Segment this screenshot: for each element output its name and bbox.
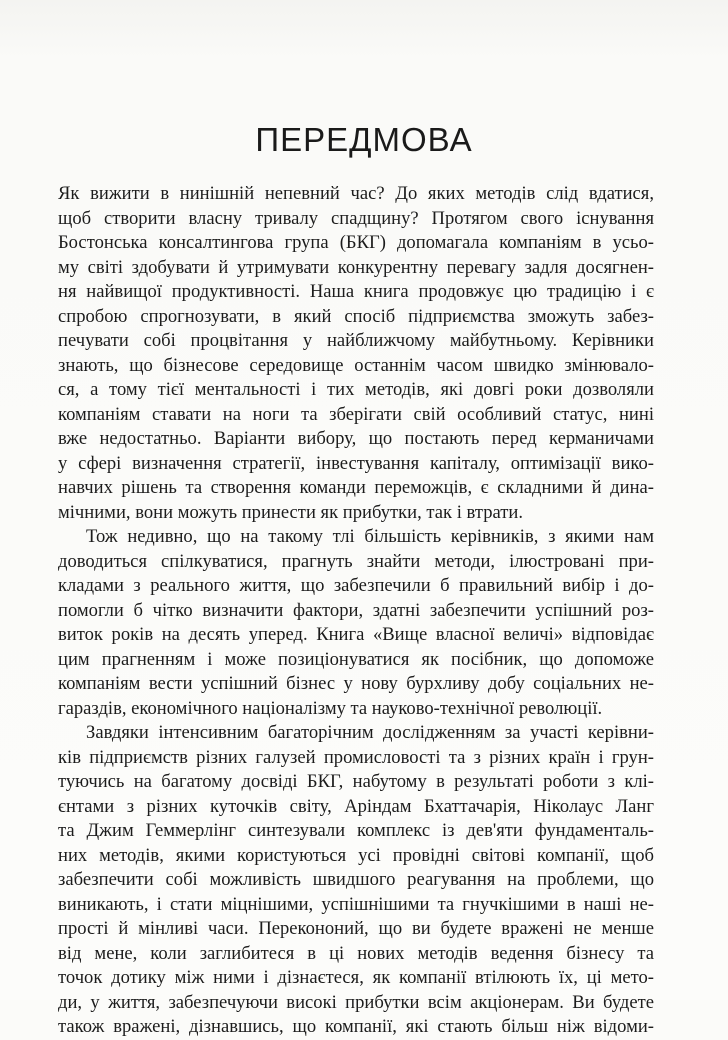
text-line: цим прагненням і може позиціонуватися як посібник, що допоможе xyxy=(58,648,654,670)
text-line: помогли б чітко визначити фактори, здатні забезпечити успішний роз- xyxy=(58,599,654,621)
text-line: виникають, і стати міцнішими, успішнішими та гнучкішими в наші не- xyxy=(58,893,654,915)
text-line: Як вижити в нинішній непевний час? До яких методів слід вдатися, xyxy=(58,183,654,204)
preface-text xyxy=(58,182,654,1040)
text-line: туючись на багатому досвіді БКГ, набутому в результаті роботи з клі- xyxy=(58,771,654,792)
text-line: вже недостатньо. Варіанти вибору, що постають перед керманичами xyxy=(58,428,654,449)
text-line: мічними, вони можуть принести як прибутки, так і втрати. xyxy=(58,501,523,523)
text-line: виток років на десять уперед. Книга «Вище власної величі» відповідає xyxy=(58,624,654,645)
text-line: точок дотику між ними і дізнаєтеся, як компанії втілюють їх, ці мето- xyxy=(58,967,654,988)
text-line: кладами з реального життя, що забезпечили б правильний вибір і до- xyxy=(58,575,654,596)
text-line: прості й мінливі часи. Перекононий, що ви будете вражені не менше xyxy=(58,918,654,939)
text-line: від мене, коли заглибитеся в ці нових методів ведення бізнесу та xyxy=(58,942,654,964)
text-line: навчих рішень та створення команди переможців, є складними й дина- xyxy=(58,477,654,498)
text-line: Завдяки інтенсивним багаторічним дослідженням за участі керівни- xyxy=(86,722,654,743)
text-line: них методів, якими користуються усі провідні світові компанії, щоб xyxy=(58,844,654,866)
text-line: компаніям вести успішний бізнес у нову бурхливу добу соціальних не- xyxy=(58,673,654,694)
text-line: у сфері визначення стратегії, інвестування капіталу, оптимізації вико- xyxy=(58,452,654,474)
text-line: ків підприємств різних галузей промисловості та з різних країн і грун- xyxy=(58,746,654,768)
text-line: гараздів, економічного націоналізму та науково-технічної революції. xyxy=(58,697,603,719)
text-line: му світі здобувати й утримувати конкурентну перевагу задля досягнен- xyxy=(58,256,654,278)
text-line: також вражені, дізнавшись, що компанії, які стають більш ніж відоми- xyxy=(58,1016,654,1037)
text-line: печувати собі процвітання у найближчому майбутньому. Керівники xyxy=(58,330,654,351)
text-line: Бостонська консалтингова група (БКГ) допомагала компаніям в усьо- xyxy=(58,232,654,253)
text-line: спробою спрогнозувати, в який спосіб підприємства зможуть забез- xyxy=(58,305,654,327)
text-line: ди, у життя, забезпечуючи високі прибутки всім акціонерам. Ви будете xyxy=(58,991,654,1013)
text-line: щоб створити власну тривалу спадщину? Протягом свого існування xyxy=(58,207,654,229)
text-line: Тож недивно, що на такому тлі більшість керівників, з якими нам xyxy=(86,526,654,547)
text-line: ня найвищої продуктивності. Наша книга продовжує цю традицію і є xyxy=(58,281,654,302)
text-line: доводиться спілкуватися, прагнуть знайти методи, ілюстровані при- xyxy=(58,550,654,572)
text-line: забезпечити собі можливість швидшого реагування на проблеми, що xyxy=(58,869,654,890)
text-line: єнтами з різних куточків світу, Аріндам Бхаттачарія, Ніколаус Ланг xyxy=(58,795,654,817)
text-line: знають, що бізнесове середовище останнім часом швидко змінювало- xyxy=(58,354,654,376)
text-line: та Джим Геммерлінг синтезували комплекс із дев'яти фундаменталь- xyxy=(58,820,654,841)
text-line: компаніям ставати на ноги та зберігати свій особливий статус, нині xyxy=(58,403,654,425)
page-title: ПЕРЕДМОВА xyxy=(255,121,473,158)
text-line: ся, а тому тієї ментальності і тих методів, які довгі роки дозволяли xyxy=(58,379,654,400)
